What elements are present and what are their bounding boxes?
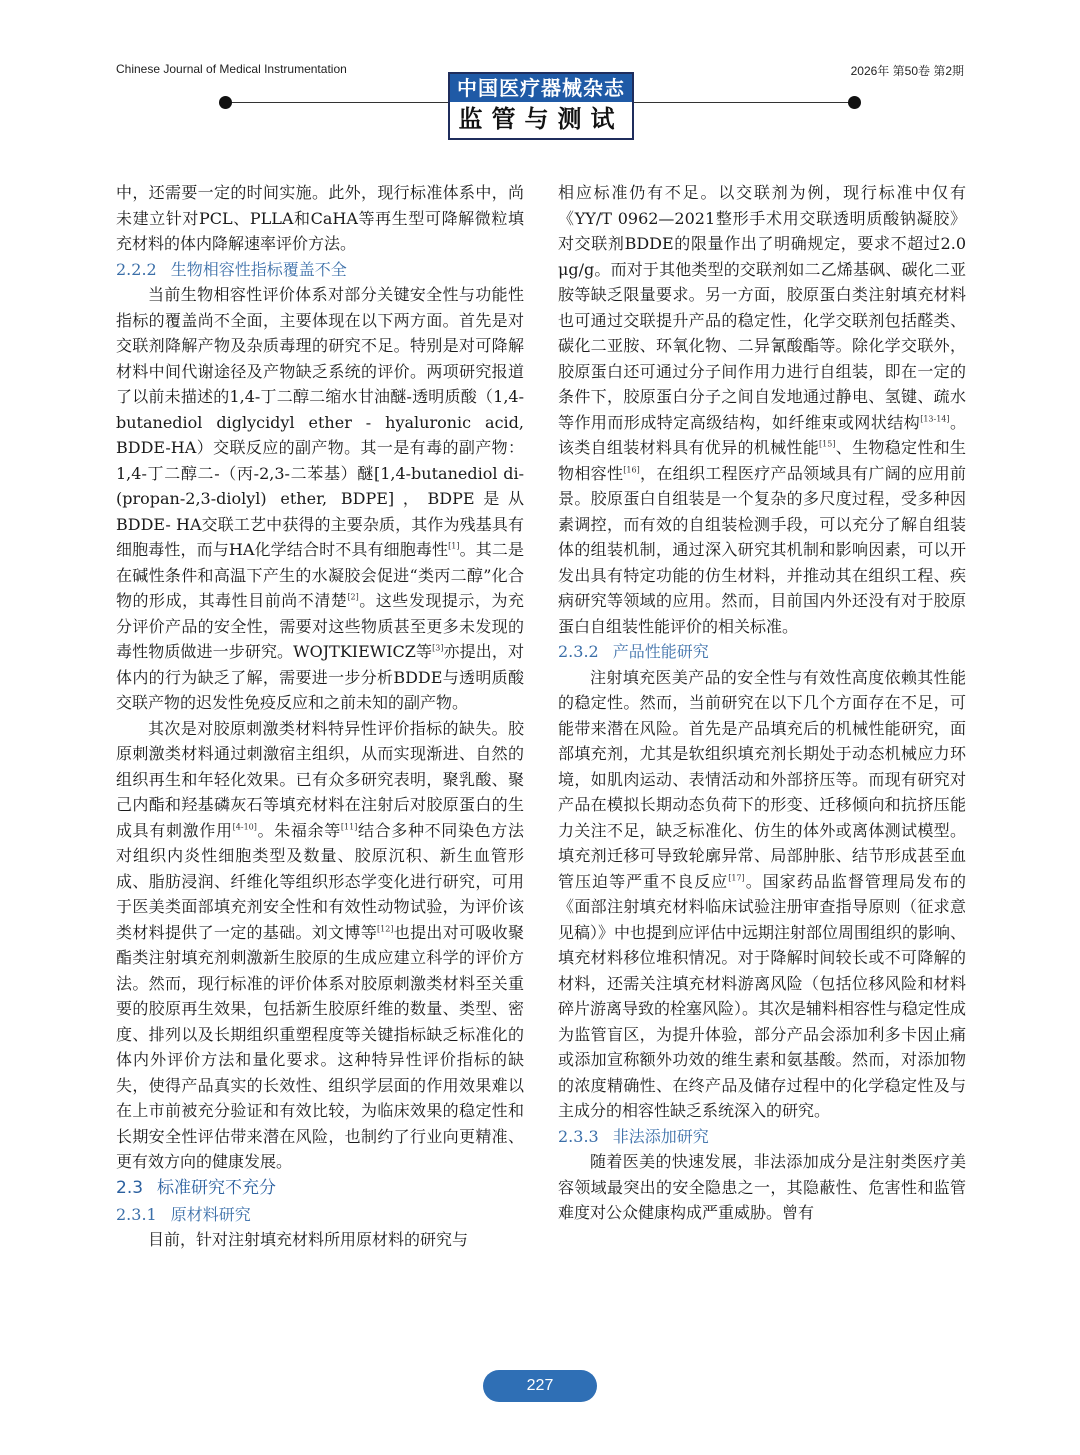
- logo-title: 中国医疗器械杂志: [450, 74, 632, 102]
- header-dot-left: [219, 96, 232, 109]
- citation[interactable]: [3]: [432, 643, 444, 653]
- paragraph: 相应标准仍有不足。以交联剂为例，现行标准中仅有《YY/T 0962—2021整形手术用交联透明质酸钠凝胶》对交联剂BDDE的限量作出了明确规定，要求不超过2.0 μg/g。而对于其他类型的交联剂如二乙烯基砜、碳化二亚胺等缺乏限量要求。另一方面，胶原蛋白类注射填充材料也可通过交联提升产品的稳定性，化学交联剂包括醛类、碳化二亚胺、环氧化物、二异氰酸酯等。除化学交联外，胶原蛋白还可通过分子间作用力进行自组装，即在一定的条件下，胶原蛋白分子之间自发地通过静电、氢键、疏水等作用而形成特定高级结构，如纤维束或网状结构[13-14]。该类自组装材料具有优异的机械性能[15]、生物稳定性和生物相容性[16]，在组织工程医疗产品领域具有广阔的应用前景。胶原蛋白自组装是一个复杂的多尺度过程，受多种因素调控，而有效的自组装检测手段，可以充分了解自组装体的组装机制，通过深入研究其机制和影响因素，可以开发出具有特定功能的仿生材料，并推动其在组织工程、疾病研究等领域的应用。然而，目前国内外还没有对于胶原蛋白自组装性能评价的相关标准。: [558, 183, 966, 636]
- paragraph: 其次是对胶原刺激类材料特异性评价指标的缺失。胶原刺激类材料通过刺激宿主组织，从而实现渐进、自然的组织再生和年轻化效果。已有众多研究表明，聚乳酸、聚己内酯和羟基磷灰石等填充材料在注射后对胶原蛋白的生成具有刺激作用[4-10]。朱福余等[11]结合多种不同染色方法对组织内炎性细胞类型及数量、胶原沉积、新生血管形成、脂肪浸润、纤维化等组织形态学变化进行研究，可用于医美类面部填充剂安全性和有效性动物试验，为评价该类材料提供了一定的基础。刘文博等[12]也提出对可吸收聚酯类注射填充剂刺激新生胶原的生成应建立科学的评价方法。然而，现行标准的评价体系对胶原刺激类材料至关重要的胶原再生效果，包括新生胶原纤维的数量、类型、密度、排列以及长期组织重塑程度等关键指标缺乏标准化的体内外评价方法和量化要求。这种特异性评价指标的缺失，使得产品真实的长效性、组织学层面的作用效果难以在上市前被充分验证和有效比较，为临床效果的稳定性和长期安全性评估带来潜在风险，也制约了行业向更精准、更有效方向的健康发展。: [116, 718, 524, 1171]
- page-number: 227: [483, 1370, 597, 1402]
- logo-subtitle: 监管与测试: [458, 105, 624, 133]
- citation[interactable]: [13-14]: [920, 414, 950, 424]
- paragraph: 随着医美的快速发展，非法添加成分是注射类医疗美容领域最突出的安全隐患之一，其隐蔽性、危害性和监管难度对公众健康构成严重威胁。曾有: [558, 1152, 966, 1222]
- header-rule-right: [630, 102, 850, 103]
- citation[interactable]: [12]: [377, 924, 394, 934]
- journal-name-en: Chinese Journal of Medical Instrumentation: [116, 62, 347, 76]
- citation[interactable]: [1]: [448, 541, 460, 551]
- header-dot-right: [848, 96, 861, 109]
- section-heading-2-3-1: 2.3.1 原材料研究: [116, 1204, 251, 1224]
- citation[interactable]: [17]: [728, 873, 745, 883]
- paragraph: 注射填充医美产品的安全性与有效性高度依赖其性能的稳定性。然而，当前研究在以下几个方面存在不足，可能带来潜在风险。首先是产品填充后的机械性能研究，面部填充剂，尤其是软组织填充剂长期处于动态机械应力环境，如肌肉运动、表情活动和外部挤压等。而现有研究对产品在模拟长期动态负荷下的形变、迁移倾向和抗挤压能力关注不足，缺乏标准化、仿生的体外或离体测试模型。填充剂迁移可导致轮廓异常、局部肿胀、结节形成甚至血管压迫等严重不良反应[17]。国家药品监督管理局发布的《面部注射填充材料临床试验注册审查指导原则（征求意见稿）》中也提到应评估中远期注射部位周围组织的影响、填充材料移位堆积情况。对于降解时间较长或不可降解的材料，还需关注填充材料游离风险（包括位移风险和材料碎片游离导致的栓塞风险）。其次是辅料相容性与稳定性成为监管盲区，为提升体验，部分产品会添加利多卡因止痛或添加宣称额外功效的维生素和氨基酸。然而，对添加物的浓度精确性、在终产品及储存过程中的化学稳定性及与主成分的相容性缺乏系统深入的研究。: [558, 667, 967, 1120]
- citation[interactable]: [11]: [340, 822, 358, 832]
- citation[interactable]: [4-10]: [232, 822, 257, 832]
- section-heading-2-2-2: 2.2.2 生物相容性指标覆盖不全: [116, 259, 347, 279]
- citation[interactable]: [2]: [347, 592, 359, 602]
- header-rule-left: [226, 102, 448, 103]
- paragraph: 当前生物相容性评价体系对部分关键安全性与功能性指标的覆盖尚不全面，主要体现在以下两方面。首先是对交联剂降解产物及杂质毒理的研究不足。特别是对可降解材料中间代谢途径及产物缺乏系统的评价。两项研究报道了以前未描述的1,4-丁二醇二缩水甘油醚-透明质酸（1,4-butanediol diglycidyl ether - hyaluronic acid, BDDE-HA）交联反应的副产物。其一是有毒的副产物：1,4-丁二醇二-（丙-2,3-二苯基）醚[1,4-butanediol di- (propan-2,3-diolyl) ether, BDPE]，BDPE是从BDDE- HA交联工艺中获得的主要杂质，其作为残基具有细胞毒性，而与HA化学结合时不具有细胞毒性[1]。其二是在碱性条件和高温下产生的水凝胶会促进“类丙二醇”化合物的形成，其毒性目前尚不清楚[2]。这些发现提示，为充分评价产品的安全性，需要对这些物质甚至更多未发现的毒性物质做进一步研究。WOJTKIEWICZ等[3]亦提出，对体内的行为缺乏了解，需要进一步分析BDDE与透明质酸交联产物的迟发性免疫反应和之前未知的副产物。: [116, 285, 524, 712]
- journal-logo: [448, 72, 634, 140]
- issue-info: 2026年 第50卷 第2期: [850, 64, 964, 78]
- left-column: [116, 180, 524, 1253]
- right-column: [558, 180, 966, 1226]
- citation[interactable]: [16]: [623, 465, 640, 475]
- section-heading-2-3: 2.3 标准研究不充分: [116, 1177, 277, 1198]
- section-heading-2-3-2: 2.3.2 产品性能研究: [558, 642, 709, 661]
- paragraph: 目前，针对注射填充材料所用原材料的研究与: [148, 1230, 469, 1249]
- citation[interactable]: [15]: [819, 439, 836, 449]
- paragraph: 中，还需要一定的时间实施。此外，现行标准体系中，尚未建立针对PCL、PLLA和CaHA等再生型可降解微粒填充材料的体内降解速率评价方法。: [116, 183, 524, 253]
- section-heading-2-3-3: 2.3.3 非法添加研究: [558, 1126, 709, 1146]
